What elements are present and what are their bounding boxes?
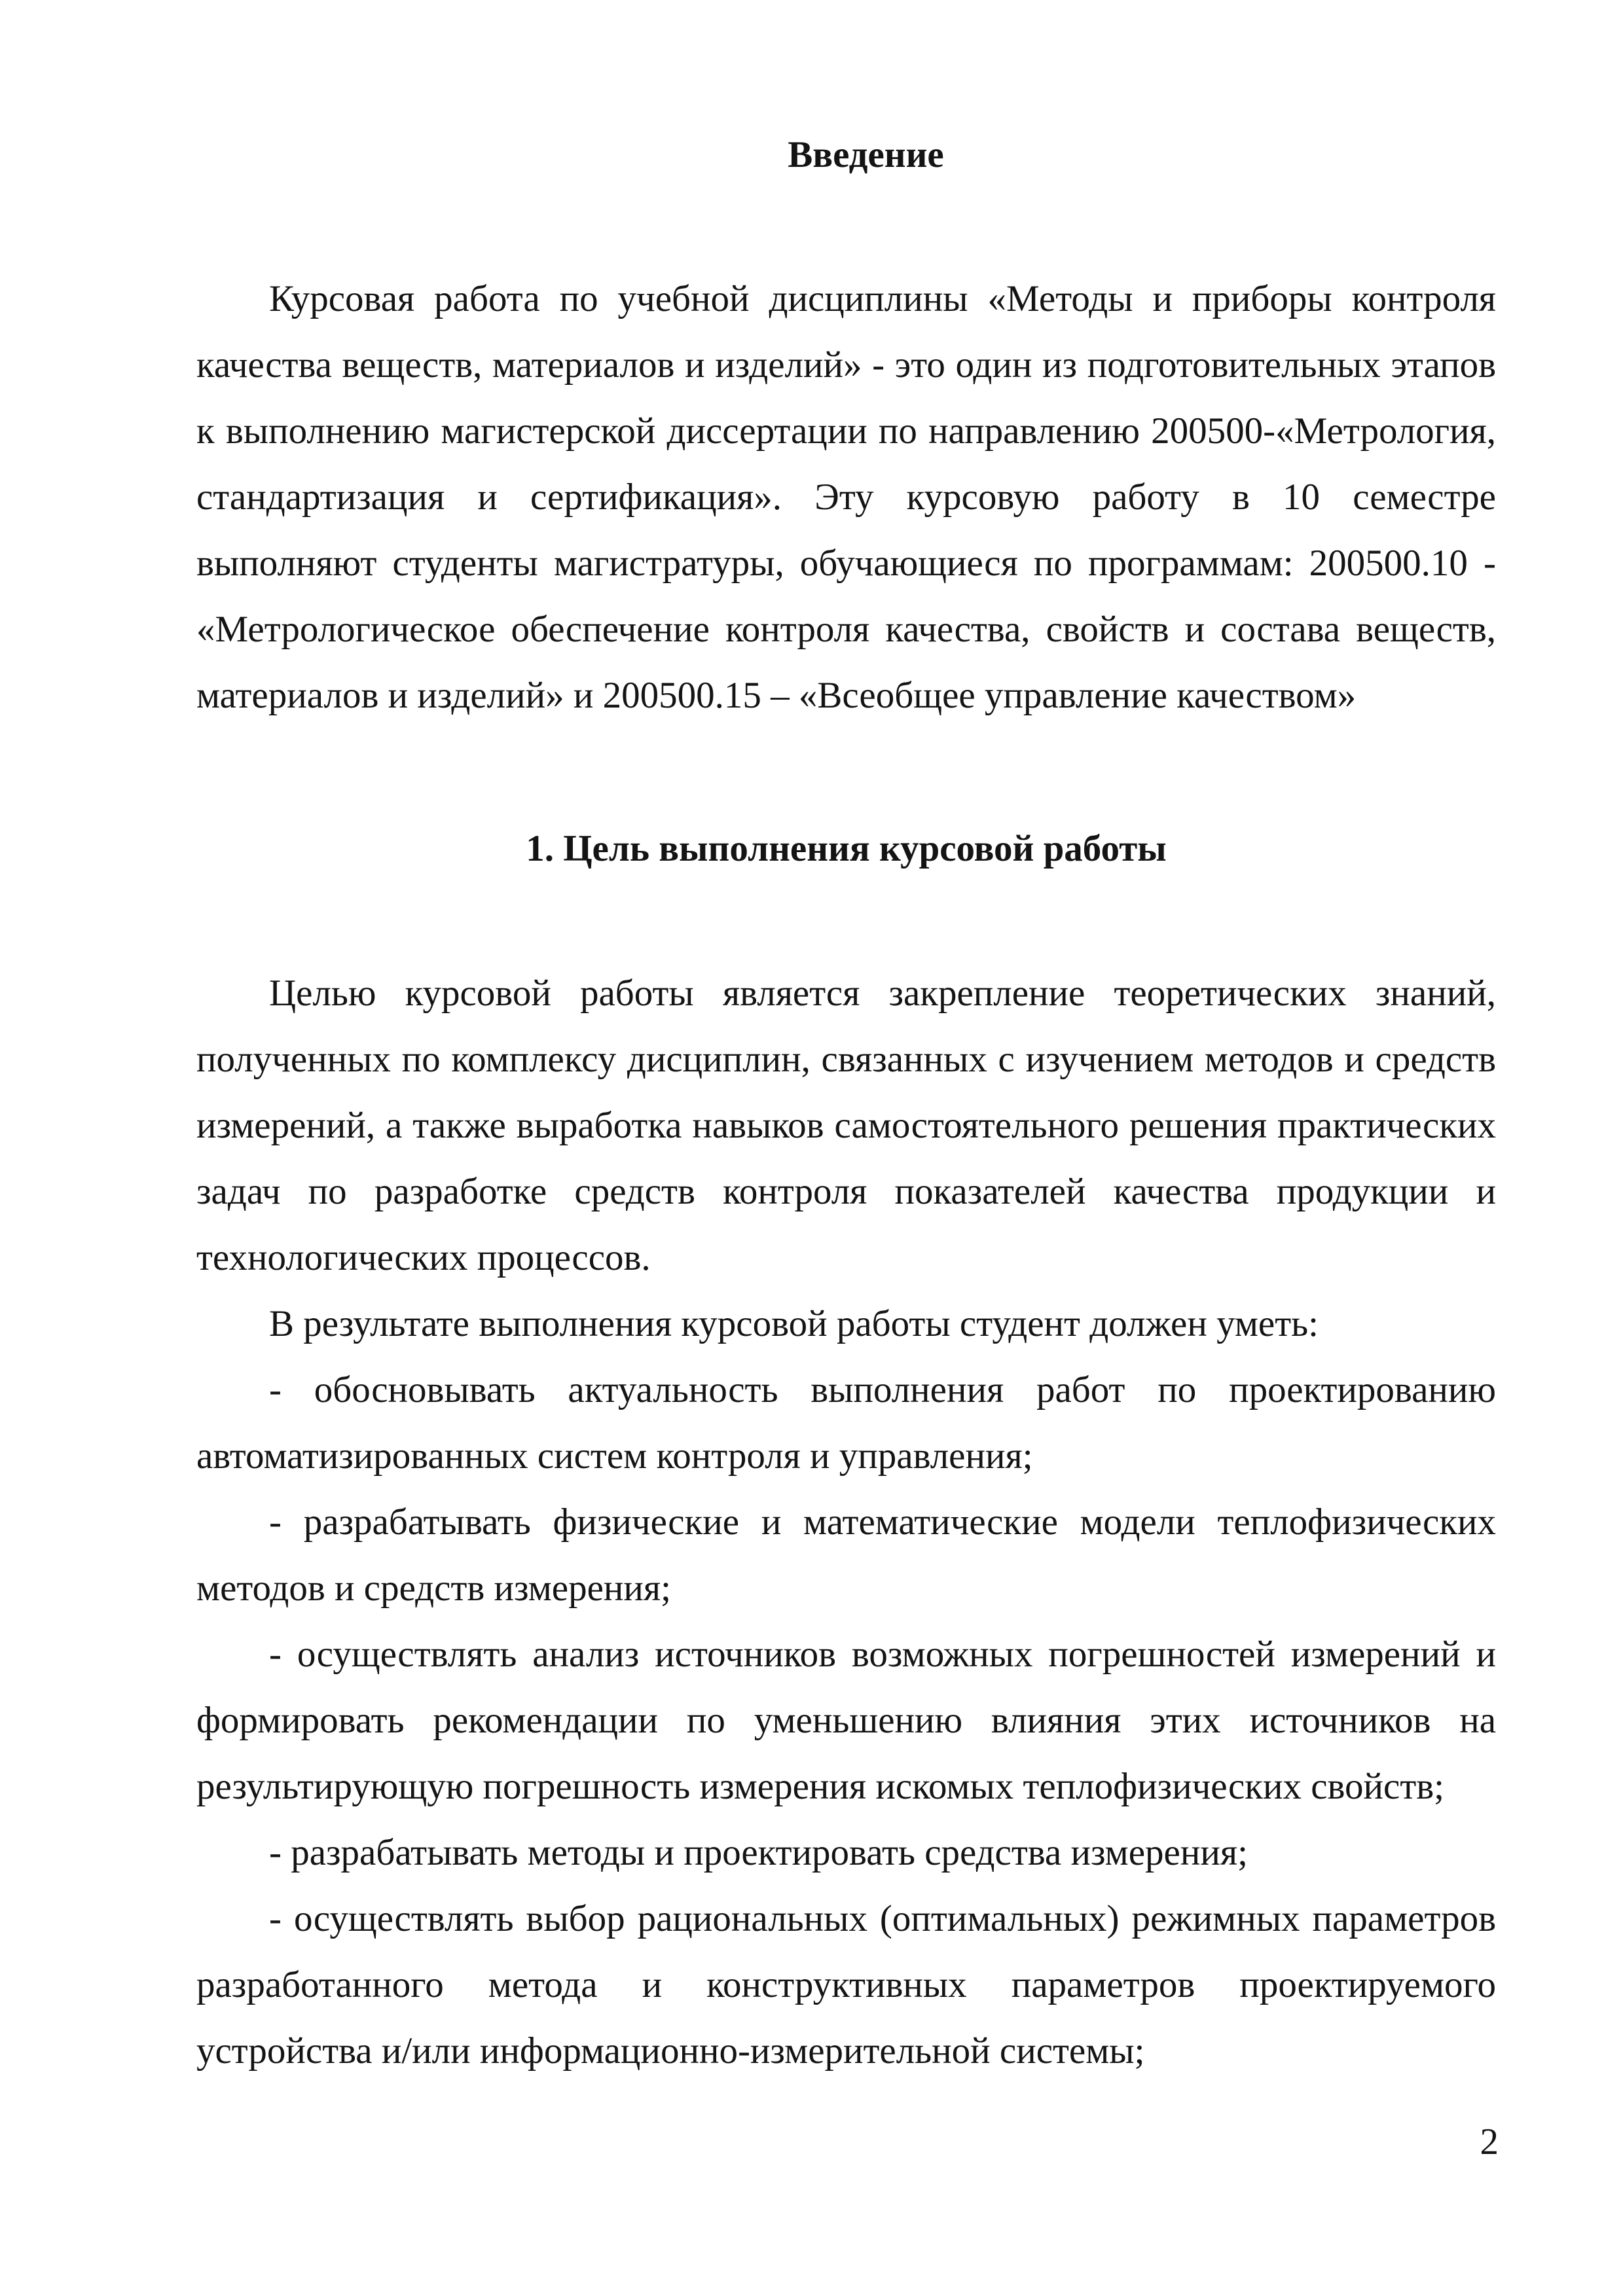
skill-item-error-analysis: - осуществлять анализ источников возможных погрешностей измерений и формировать рекомендации по уменьшению влияния этих источников на результирующую погрешность измерения искомых теплофизических свойств;: [196, 1633, 1496, 1807]
skill-item-develop-models: - разрабатывать физические и математические модели теплофизических методов и средств измерения;: [196, 1501, 1496, 1609]
skill-item-justify-relevance: - обосновывать актуальность выполнения работ по проектированию автоматизированных систем контроля и управления;: [196, 1369, 1496, 1477]
intro-heading: Введение: [788, 134, 944, 175]
skill-item-design-instruments: - разрабатывать методы и проектировать средства измерения;: [269, 1831, 1248, 1873]
intro-paragraph: Курсовая работа по учебной дисциплины «Методы и приборы контроля качества веществ, материалов и изделий» - это один из подготовительных этапов к выполнению магистерской диссертации по направлению 200500-«Метрология, стандартизация и сертификация». Эту курсовую работу в 10 семестре выполняют студенты магистратуры, обучающиеся по программам: 200500.10 - «Метрологическое обеспечение контроля качества, свойств и состава веществ, материалов и изделий» и 200500.15 – «Всеобщее управление качеством»: [196, 278, 1496, 717]
section-1-heading: 1. Цель выполнения курсовой работы: [526, 828, 1167, 870]
goal-paragraph: Целью курсовой работы является закрепление теоретических знаний, полученных по комплексу дисциплин, связанных с изучением методов и средств измерений, а также выработка навыков самостоятельного решения практических задач по разработке средств контроля показателей качества продукции и технологических процессов.: [196, 972, 1496, 1278]
page-content: [196, 133, 1496, 2084]
skill-item-parameter-selection: - осуществлять выбор рациональных (оптимальных) режимных параметров разработанного метода и конструктивных параметров проектируемого устройства и/или информационно-измерительной системы;: [196, 1897, 1496, 2072]
skills-intro-paragraph: В результате выполнения курсовой работы студент должен уметь:: [269, 1302, 1319, 1344]
page-number: 2: [1480, 2121, 1499, 2162]
